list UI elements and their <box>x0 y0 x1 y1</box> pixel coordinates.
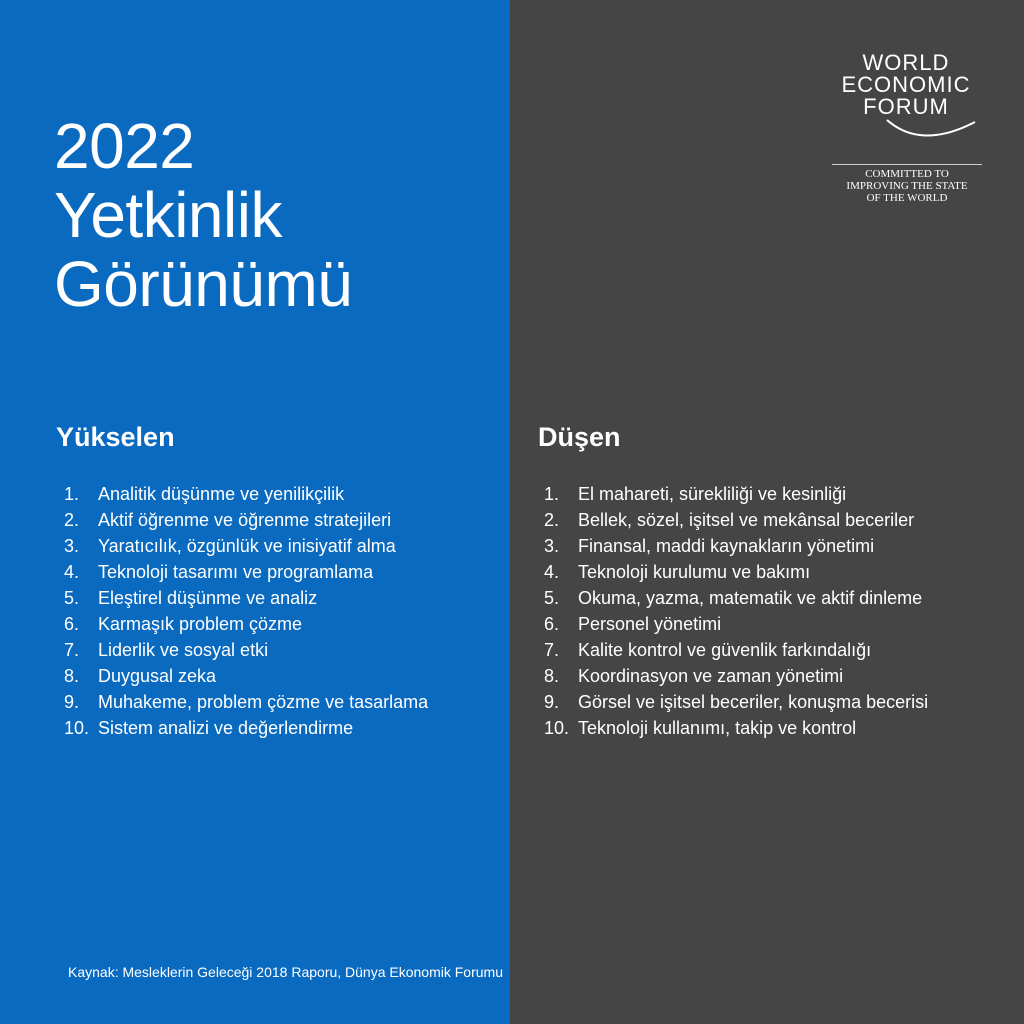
list-item <box>64 481 504 507</box>
list-item <box>64 637 504 663</box>
item-number: 4. <box>544 562 560 582</box>
item-number: 9. <box>544 692 560 712</box>
logo-tagline-line: COMMITTED TO <box>865 168 949 180</box>
item-number: 2. <box>64 510 80 530</box>
list-item <box>64 585 504 611</box>
logo-divider <box>832 164 982 165</box>
list-item <box>544 611 1014 637</box>
rising-heading: Yükselen <box>56 422 175 452</box>
list-item <box>544 585 1014 611</box>
list-item <box>64 611 504 637</box>
item-text: Eleştirel düşünme ve analiz <box>98 588 318 608</box>
item-text: Teknoloji kullanımı, takip ve kontrol <box>578 718 857 738</box>
item-text: Görsel ve işitsel beceriler, konuşma becerisi <box>578 692 929 712</box>
item-number: 8. <box>544 666 560 686</box>
item-number: 10. <box>64 718 90 738</box>
list-item <box>64 715 504 741</box>
item-text: Duygusal zeka <box>98 666 217 686</box>
item-number: 1. <box>544 484 560 504</box>
item-number: 6. <box>544 614 560 634</box>
logo-word-world: WORLD <box>862 50 950 75</box>
item-number: 6. <box>64 614 80 634</box>
logo-wordmark <box>826 52 986 118</box>
list-item <box>64 533 504 559</box>
item-number: 4. <box>64 562 80 582</box>
item-number: 10. <box>544 718 570 738</box>
item-text: Teknoloji tasarımı ve programlama <box>98 562 374 582</box>
title-line-competency: Yetkinlik <box>54 179 282 251</box>
page-title <box>54 112 352 319</box>
logo-tagline-line: OF THE WORLD <box>866 192 948 204</box>
item-number: 1. <box>64 484 80 504</box>
item-text: El mahareti, sürekliliği ve kesinliği <box>578 484 847 504</box>
falling-heading: Düşen <box>538 422 621 452</box>
item-text: Finansal, maddi kaynakların yönetimi <box>578 536 875 556</box>
item-text: Koordinasyon ve zaman yönetimi <box>578 666 844 686</box>
item-text: Muhakeme, problem çözme ve tasarlama <box>98 692 429 712</box>
item-text: Karmaşık problem çözme <box>98 614 303 634</box>
rising-skills-list <box>64 481 504 741</box>
item-text: Kalite kontrol ve güvenlik farkındalığı <box>578 640 872 660</box>
item-text: Bellek, sözel, işitsel ve mekânsal beceriler <box>578 510 915 530</box>
list-item <box>64 507 504 533</box>
list-item <box>544 507 1014 533</box>
list-item <box>544 689 1014 715</box>
list-item <box>64 689 504 715</box>
item-number: 7. <box>64 640 80 660</box>
list-item <box>544 533 1014 559</box>
item-text: Analitik düşünme ve yenilikçilik <box>98 484 345 504</box>
falling-skills-list <box>544 481 1014 741</box>
title-line-outlook: Görünümü <box>54 248 353 320</box>
list-item <box>64 559 504 585</box>
item-number: 3. <box>64 536 80 556</box>
logo-word-forum: FORUM <box>863 94 949 119</box>
item-number: 2. <box>544 510 560 530</box>
logo-arc-icon <box>881 116 981 146</box>
item-number: 5. <box>544 588 560 608</box>
item-text: Aktif öğrenme ve öğrenme stratejileri <box>98 510 392 530</box>
wef-logo <box>826 52 986 212</box>
item-number: 3. <box>544 536 560 556</box>
title-line-year: 2022 <box>54 110 195 182</box>
list-item <box>544 481 1014 507</box>
list-item <box>544 637 1014 663</box>
list-item <box>544 715 1014 741</box>
logo-word-economic: ECONOMIC <box>841 72 971 97</box>
source-note: Kaynak: Mesleklerin Geleceği 2018 Raporu, Dünya Ekonomik Forumu <box>68 964 503 980</box>
item-text: Sistem analizi ve değerlendirme <box>98 718 354 738</box>
item-number: 5. <box>64 588 80 608</box>
item-text: Liderlik ve sosyal etki <box>98 640 269 660</box>
item-text: Personel yönetimi <box>578 614 722 634</box>
item-number: 7. <box>544 640 560 660</box>
list-item <box>544 663 1014 689</box>
item-text: Yaratıcılık, özgünlük ve inisiyatif alma <box>98 536 396 556</box>
item-text: Okuma, yazma, matematik ve aktif dinleme <box>578 588 923 608</box>
item-text: Teknoloji kurulumu ve bakımı <box>578 562 811 582</box>
list-item <box>544 559 1014 585</box>
item-number: 8. <box>64 666 80 686</box>
logo-tagline-line: IMPROVING THE STATE <box>846 180 968 192</box>
list-item <box>64 663 504 689</box>
item-number: 9. <box>64 692 80 712</box>
logo-tagline <box>826 168 988 204</box>
